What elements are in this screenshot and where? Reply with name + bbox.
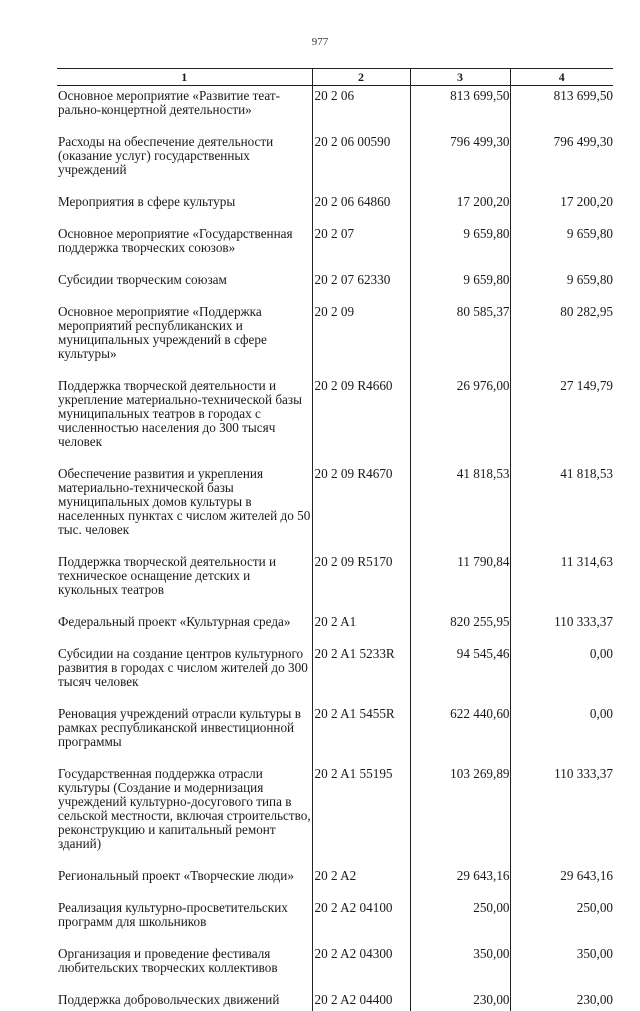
row-value-col4-cell: 0,00 (510, 704, 613, 764)
row-value-col4-cell: 11 314,63 (510, 552, 613, 612)
row-value-col4-cell: 110 333,37 (510, 764, 613, 866)
row-name-cell: Поддержка творческой деятельности и укрепление материально-технической базы муниципальных театров в городах с численностью населения до 300 тысяч человек (57, 376, 312, 464)
row-code-cell: 20 2 A1 55195 (312, 764, 410, 866)
row-code-cell: 20 2 06 64860 (312, 192, 410, 224)
row-name-cell: Основное мероприятие «Государственная поддержка творческих союзов» (57, 224, 312, 270)
row-name-cell: Субсидии на создание центров культурного развития в городах с числом жителей до 300 тысяч человек (57, 644, 312, 704)
row-value-col3-cell: 94 545,46 (410, 644, 510, 704)
row-name-cell: Региональный проект «Творческие люди» (57, 866, 312, 898)
row-code-cell: 20 2 A1 5233R (312, 644, 410, 704)
row-value-col3-cell: 250,00 (410, 898, 510, 944)
row-value-col4-cell: 9 659,80 (510, 224, 613, 270)
column-header-3: 3 (410, 69, 510, 86)
table-header-row (57, 69, 613, 86)
table-row (57, 86, 613, 133)
row-code-cell: 20 2 09 (312, 302, 410, 376)
table-row (57, 302, 613, 376)
row-value-col4-cell: 29 643,16 (510, 866, 613, 898)
table-row (57, 464, 613, 552)
row-name-cell: Обеспечение развития и укрепления материально-технической базы муниципальных домов культуры в населенных пунктах с числом жителей до 50 тыс. человек (57, 464, 312, 552)
table-row (57, 644, 613, 704)
table-row (57, 270, 613, 302)
row-name-cell: Поддержка добровольческих движений (57, 990, 312, 1011)
row-name-cell: Поддержка творческой деятельности и техническое оснащение детских и кукольных театров (57, 552, 312, 612)
row-value-col3-cell: 17 200,20 (410, 192, 510, 224)
row-value-col4-cell: 9 659,80 (510, 270, 613, 302)
table-row (57, 192, 613, 224)
column-header-4: 4 (510, 69, 613, 86)
table-row (57, 704, 613, 764)
row-name-cell: Реализация культурно-просветительских программ для школьников (57, 898, 312, 944)
table-row (57, 944, 613, 990)
table-row (57, 132, 613, 192)
row-value-col4-cell: 17 200,20 (510, 192, 613, 224)
row-value-col4-cell: 41 818,53 (510, 464, 613, 552)
row-code-cell: 20 2 07 (312, 224, 410, 270)
row-value-col3-cell: 26 976,00 (410, 376, 510, 464)
row-value-col4-cell: 250,00 (510, 898, 613, 944)
row-value-col4-cell: 230,00 (510, 990, 613, 1011)
row-code-cell: 20 2 A2 (312, 866, 410, 898)
row-code-cell: 20 2 07 62330 (312, 270, 410, 302)
row-name-cell: Субсидии творческим союзам (57, 270, 312, 302)
row-value-col3-cell: 80 585,37 (410, 302, 510, 376)
table-row (57, 866, 613, 898)
row-code-cell: 20 2 09 R4670 (312, 464, 410, 552)
row-name-cell: Реновация учреждений отрасли культуры в рамках республиканской инвестиционной программы (57, 704, 312, 764)
row-name-cell: Государственная поддержка отрасли культуры (Создание и модернизация учреждений культурно-досугового типа в сельской местности, включая строительство, реконструкцию и капитальный ремонт зданий) (57, 764, 312, 866)
row-value-col3-cell: 230,00 (410, 990, 510, 1011)
table-row (57, 552, 613, 612)
row-name-cell: Федеральный проект «Культурная среда» (57, 612, 312, 644)
table-row (57, 990, 613, 1011)
row-value-col3-cell: 29 643,16 (410, 866, 510, 898)
row-code-cell: 20 2 A1 5455R (312, 704, 410, 764)
row-code-cell: 20 2 09 R5170 (312, 552, 410, 612)
page-number: 977 (0, 36, 640, 48)
row-value-col3-cell: 9 659,80 (410, 224, 510, 270)
row-value-col4-cell: 80 282,95 (510, 302, 613, 376)
row-code-cell: 20 2 A2 04400 (312, 990, 410, 1011)
row-value-col4-cell: 27 149,79 (510, 376, 613, 464)
row-code-cell: 20 2 09 R4660 (312, 376, 410, 464)
row-code-cell: 20 2 06 (312, 86, 410, 133)
row-value-col3-cell: 622 440,60 (410, 704, 510, 764)
row-value-col3-cell: 41 818,53 (410, 464, 510, 552)
row-value-col3-cell: 103 269,89 (410, 764, 510, 866)
row-code-cell: 20 2 06 00590 (312, 132, 410, 192)
row-value-col3-cell: 11 790,84 (410, 552, 510, 612)
column-header-1: 1 (57, 69, 312, 86)
row-value-col3-cell: 350,00 (410, 944, 510, 990)
row-name-cell: Основное мероприятие «Поддержка мероприятий республиканских и муниципальных учреждений в сфере культуры» (57, 302, 312, 376)
row-value-col3-cell: 9 659,80 (410, 270, 510, 302)
budget-table (57, 68, 613, 1011)
row-value-col4-cell: 110 333,37 (510, 612, 613, 644)
table-body (57, 86, 613, 1011)
table-row (57, 764, 613, 866)
column-header-2: 2 (312, 69, 410, 86)
row-code-cell: 20 2 A1 (312, 612, 410, 644)
row-name-cell: Мероприятия в сфере культуры (57, 192, 312, 224)
row-value-col3-cell: 796 499,30 (410, 132, 510, 192)
table-row (57, 224, 613, 270)
row-value-col4-cell: 0,00 (510, 644, 613, 704)
table-row (57, 612, 613, 644)
row-code-cell: 20 2 A2 04300 (312, 944, 410, 990)
row-value-col3-cell: 813 699,50 (410, 86, 510, 133)
row-value-col4-cell: 813 699,50 (510, 86, 613, 133)
row-name-cell: Организация и проведение фестиваля любительских творческих коллективов (57, 944, 312, 990)
row-code-cell: 20 2 A2 04100 (312, 898, 410, 944)
row-name-cell: Расходы на обеспечение деятельности (оказание услуг) государственных учреждений (57, 132, 312, 192)
table-row (57, 376, 613, 464)
row-name-cell: Основное мероприятие «Развитие театрально-концертной деятельности» (57, 86, 312, 133)
row-value-col4-cell: 350,00 (510, 944, 613, 990)
row-value-col4-cell: 796 499,30 (510, 132, 613, 192)
row-value-col3-cell: 820 255,95 (410, 612, 510, 644)
